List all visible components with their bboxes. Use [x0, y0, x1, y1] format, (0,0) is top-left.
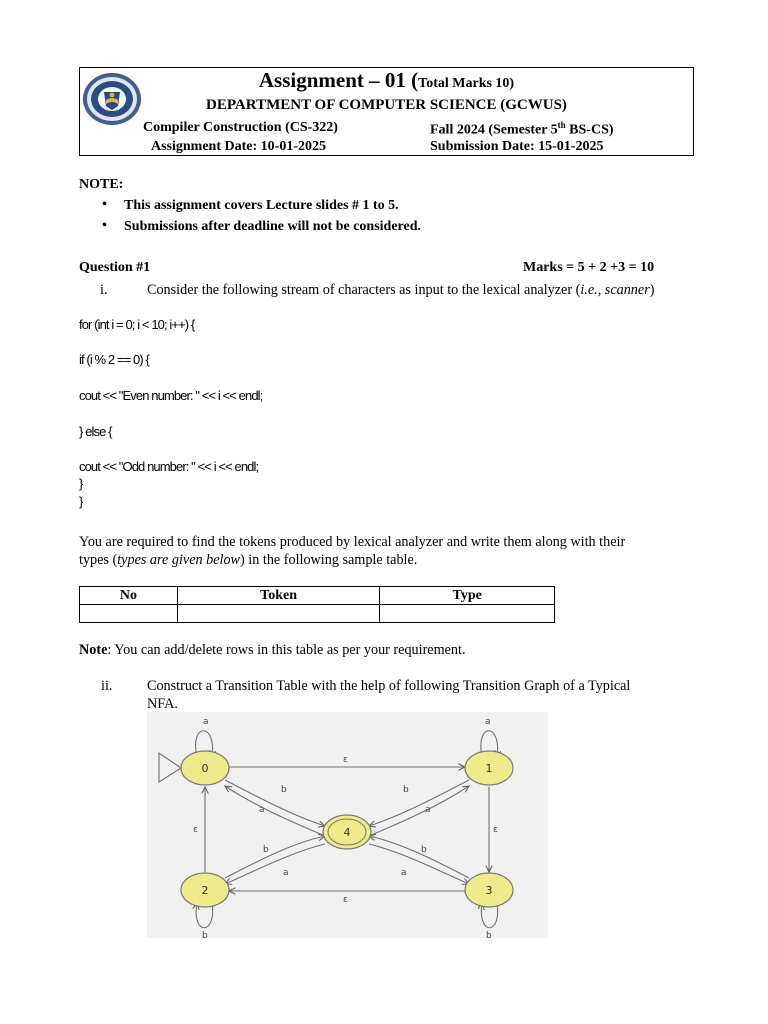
table-row: [80, 605, 555, 623]
edge-3-4: [369, 836, 469, 878]
table-cell[interactable]: [80, 605, 178, 623]
edge-0-4: [225, 780, 325, 826]
term-superscript: th: [557, 120, 566, 130]
note-list: [79, 198, 421, 240]
title-marks: Total Marks 10): [418, 76, 515, 91]
edge-label: b: [202, 931, 208, 938]
state-label: 2: [201, 884, 209, 897]
token-table: [79, 586, 555, 623]
part-ii-number: ii.: [101, 678, 113, 694]
state-label: 4: [343, 826, 351, 839]
table-header-type: Type: [380, 587, 555, 605]
assignment-date: Assignment Date: 10-01-2025: [151, 139, 326, 154]
code-line: }: [79, 494, 83, 509]
edge-label: a: [485, 717, 491, 727]
edge-4-0: [225, 786, 325, 836]
edge-label: ε: [493, 825, 498, 835]
code-line: for (int i = 0; i < 10; i++) {: [79, 317, 195, 332]
note-heading: NOTE:: [79, 177, 124, 192]
table-cell[interactable]: [380, 605, 555, 623]
instr-prefix: types (: [79, 552, 118, 568]
part-ii-text-line-1: Construct a Transition Table with the help of following Transition Graph of a Typical: [147, 678, 631, 694]
code-line: }: [79, 476, 83, 491]
edge-label: a: [259, 805, 265, 815]
instr-italic: types are given below: [117, 552, 241, 568]
edge-label: a: [283, 868, 289, 878]
part-i-text: [147, 281, 654, 299]
edge-label: b: [281, 785, 287, 795]
edge-4-1: [369, 786, 469, 836]
state-node-4-accepting: [323, 815, 371, 849]
state-label: 0: [201, 762, 209, 775]
question-heading: Question #1: [79, 260, 151, 275]
term-suffix: BS-CS): [565, 122, 614, 138]
edge-4-3: [369, 844, 469, 884]
state-label: 3: [485, 884, 493, 897]
part-i-text-main: Consider the following stream of characters as input to the lexical analyzer (: [147, 282, 581, 298]
edge-label: ε: [193, 825, 198, 835]
part-i-number: i.: [100, 282, 108, 298]
edge-label: b: [421, 845, 427, 855]
start-arrow: [159, 753, 181, 782]
term-info: [430, 120, 614, 139]
table-note: [79, 641, 466, 659]
term-prefix: Fall 2024 (Semester 5: [430, 122, 558, 138]
edge-label: b: [263, 845, 269, 855]
code-line: cout << "Even number: " << i << endl;: [79, 388, 263, 403]
course-name: Compiler Construction (CS-322): [143, 120, 338, 135]
state-node-2: [181, 873, 229, 907]
question-marks: Marks = 5 + 2 +3 = 10: [523, 260, 655, 275]
part-i-ie: i.e.,: [580, 282, 602, 298]
table-note-label: Note: [79, 642, 108, 658]
department-name: DEPARTMENT OF COMPUTER SCIENCE (GCWUS): [206, 97, 567, 113]
table-header-no: No: [80, 587, 178, 605]
state-node-0: [181, 751, 229, 785]
instruction-line-2: [79, 551, 417, 569]
part-ii-text-line-2: NFA.: [147, 696, 178, 712]
edge-label: ε: [343, 755, 348, 765]
edge-label: b: [486, 931, 492, 938]
code-line: cout << "Odd number: " << i << endl;: [79, 459, 259, 474]
instruction-line-1: You are required to find the tokens produced by lexical analyzer and write them along with their: [79, 534, 626, 550]
edge-4-2: [225, 844, 325, 884]
title-main: Assignment – 01 (: [258, 68, 419, 92]
code-line: if (i % 2 == 0) {: [79, 352, 149, 367]
note-item: • This assignment covers Lecture slides # 1 to 5.: [79, 198, 421, 219]
note-item: • Submissions after deadline will not be considered.: [79, 219, 421, 240]
edge-1-4: [369, 780, 469, 826]
instr-suffix: ) in the following sample table.: [240, 552, 418, 568]
state-node-3: [465, 873, 513, 907]
assignment-title: [79, 68, 694, 93]
table-cell[interactable]: [177, 605, 380, 623]
edge-label: a: [401, 868, 407, 878]
table-header-token: Token: [177, 587, 380, 605]
edge-label: a: [203, 717, 209, 727]
edge-label: ε: [343, 895, 348, 905]
table-note-text: : You can add/delete rows in this table as per your requirement.: [107, 642, 466, 658]
state-label: 1: [485, 762, 493, 775]
edge-2-4: [225, 836, 325, 878]
edge-label: b: [403, 785, 409, 795]
nfa-svg: [147, 712, 548, 938]
part-i-scanner: scanner: [604, 282, 650, 298]
submission-date: Submission Date: 15-01-2025: [430, 139, 604, 154]
table-header-row: [80, 587, 555, 605]
part-i-close: ): [649, 282, 655, 298]
state-node-1: [465, 751, 513, 785]
edge-label: a: [425, 805, 431, 815]
code-line: } else {: [79, 424, 112, 439]
nfa-transition-graph: [147, 712, 548, 938]
